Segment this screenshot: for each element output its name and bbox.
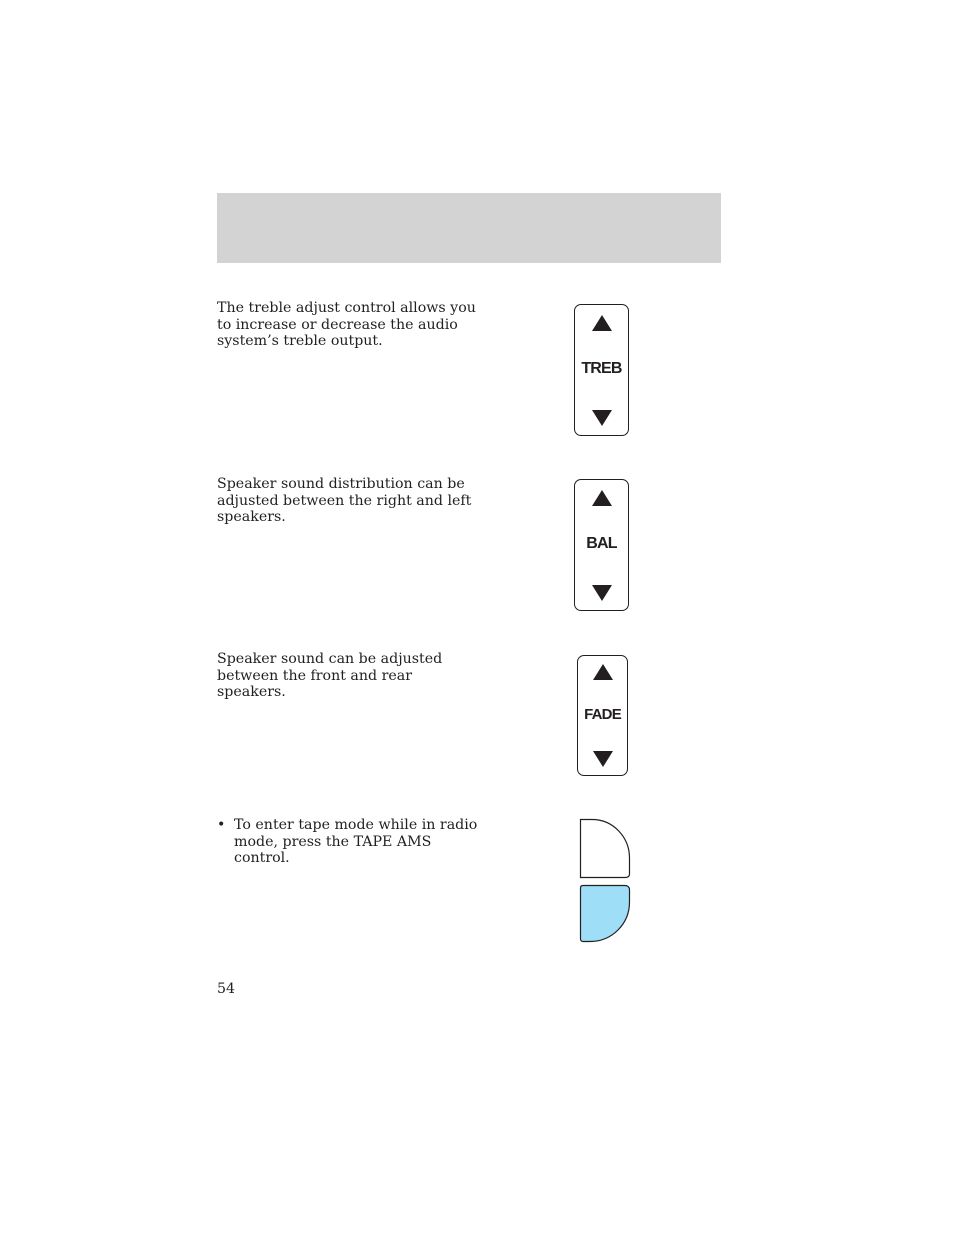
up-arrow-icon xyxy=(591,489,613,507)
section-header-band xyxy=(217,193,721,263)
up-arrow-icon xyxy=(591,314,613,332)
balance-control[interactable] xyxy=(574,479,629,611)
fade-control[interactable] xyxy=(577,655,628,776)
tape-ams-button-icon[interactable] xyxy=(578,818,632,944)
page-number: 54 xyxy=(217,981,236,997)
balance-control-label: BAL xyxy=(586,535,617,552)
tape-mode-bullet xyxy=(217,817,479,867)
up-arrow-icon xyxy=(592,663,614,681)
bullet-text: To enter tape mode while in radio mode, press the TAPE AMS control. xyxy=(234,817,478,867)
bullet-mark: • xyxy=(217,817,226,833)
treble-description: The treble adjust control allows you to increase or decrease the audio system’s treble output. xyxy=(217,300,476,350)
balance-description: Speaker sound distribution can be adjusted between the right and left speakers. xyxy=(217,476,472,526)
down-arrow-icon xyxy=(591,409,613,427)
fade-description: Speaker sound can be adjusted between the front and rear speakers. xyxy=(217,651,443,701)
down-arrow-icon xyxy=(592,750,614,768)
treble-control-label: TREB xyxy=(581,360,622,377)
fade-control-label: FADE xyxy=(584,706,621,723)
treble-control[interactable] xyxy=(574,304,629,436)
down-arrow-icon xyxy=(591,584,613,602)
